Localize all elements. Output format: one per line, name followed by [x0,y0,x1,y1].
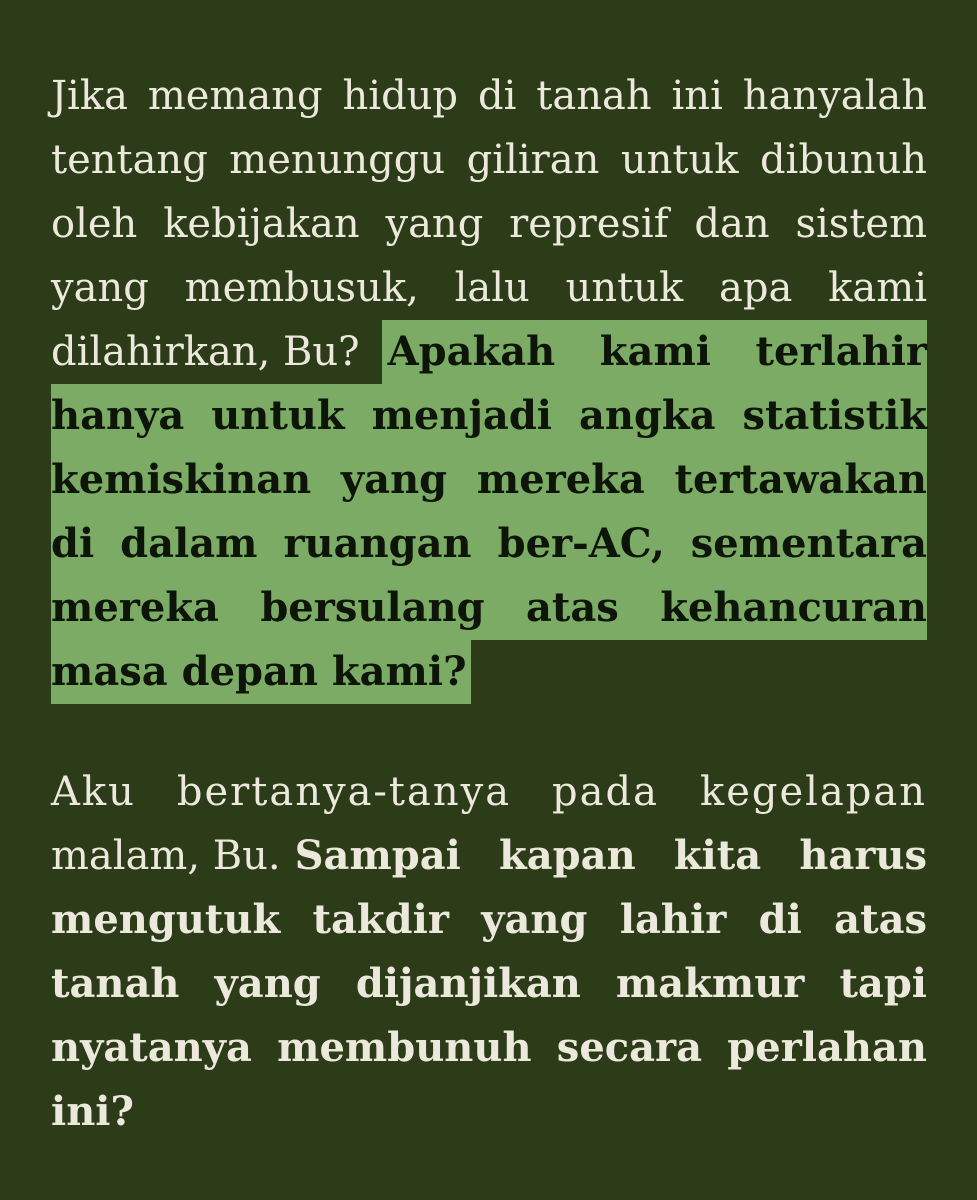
paragraph-1-line-3: oleh kebijakan yang represif dan sistem [51,201,927,247]
paragraph-2-line-1: Aku bertanya-tanya pada kegelapan [51,769,927,815]
highlighted-line-6: masa depan kami? [51,640,471,704]
paragraph-2-line-2 [51,824,927,888]
paragraph-1-line-5 [51,320,927,384]
bold-line-4: nyatanya membunuh secara perlahan [51,1024,927,1071]
paragraph-1-line-4: yang membusuk, lalu untuk apa kami [51,265,927,311]
bold-line-3: tanah yang dijanjikan makmur tapi [51,960,927,1007]
paragraph-2 [51,760,927,1144]
paragraph-1-line-1: Jika memang hidup di tanah ini hanyalah [51,73,927,119]
bold-line-5: ini? [51,1088,134,1135]
paragraph-1-line-5-plain-text: dilahirkan, Bu? [51,329,360,375]
bold-text-start: Sampai kapan kita harus [294,832,927,879]
highlighted-line-2: hanya untuk menjadi angka statistik [51,384,927,448]
highlighted-text-start: Apakah kami terlahir [382,320,927,384]
paragraph-1-line-2: tentang menunggu giliran untuk dibunuh [51,137,927,183]
paragraph-2-line-2-plain-text: malam, Bu. [51,833,281,879]
bold-line-2: mengutuk takdir yang lahir di atas [51,896,927,943]
paragraph-1 [51,64,927,704]
highlighted-line-5: mereka bersulang atas kehancuran [51,576,927,640]
highlighted-line-3: kemiskinan yang mereka tertawakan [51,448,927,512]
highlighted-line-4: di dalam ruangan ber-AC, sementara [51,512,927,576]
